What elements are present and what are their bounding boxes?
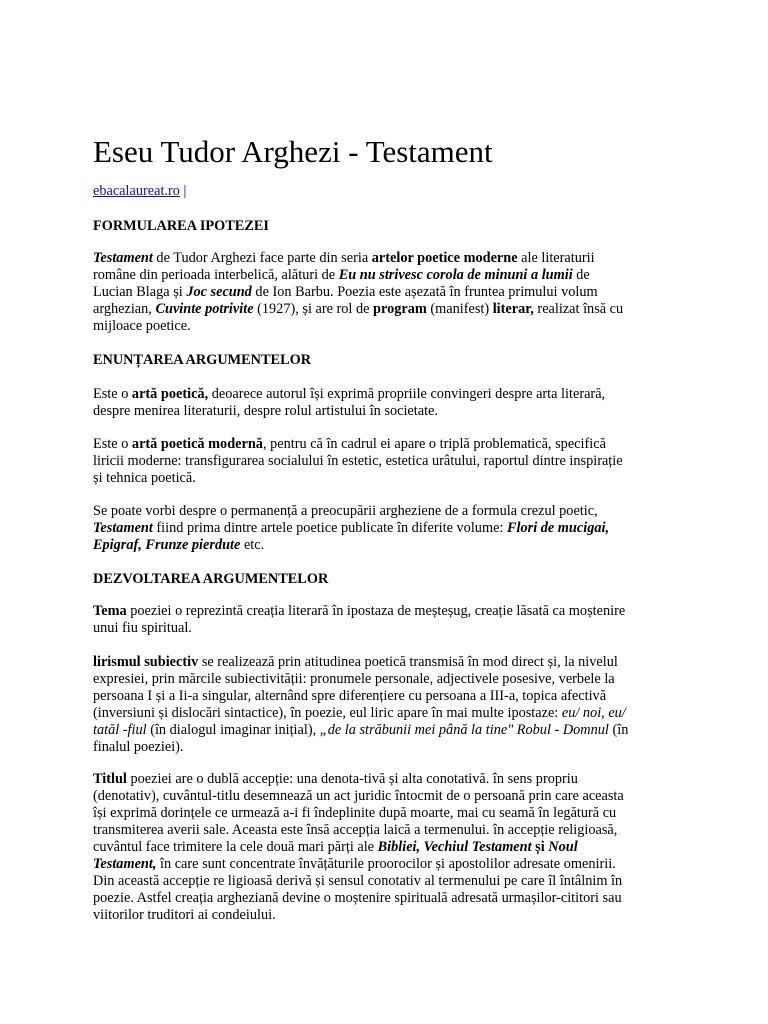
source-separator: | — [183, 183, 187, 199]
text-run: Din această accepție re ligioasă derivă și sensul conotativ al termenului pe care îl întâlnim în — [93, 873, 623, 889]
section-heading-enuntare-argumente: ENUNȚAREA ARGUMENTELOR — [93, 352, 312, 368]
text-run: eu/ noi, eu/ — [561, 705, 626, 721]
text-run: poezie. Astfel creația argheziană devine o moștenire spirituală adresată urmașilor-cititori sau — [93, 890, 622, 906]
text-run: Este o — [93, 436, 132, 452]
paragraph-arta-poetica — [93, 386, 673, 420]
paragraph-tema — [93, 603, 673, 637]
text-run: ale literaturii — [517, 250, 595, 266]
text-line — [93, 403, 673, 420]
text-line — [93, 267, 673, 284]
text-line — [93, 301, 673, 318]
text-line — [93, 822, 673, 839]
text-run: poeziei o reprezintă creația literară în ipostaza de meșteșug, creație lăsată ca moștenire — [126, 603, 626, 619]
text-run: artă poetică, — [131, 386, 209, 402]
text-run: Eu nu strivesc corola de minuni a lumii — [338, 267, 573, 283]
text-run: Titlul — [93, 771, 127, 787]
text-run: (1927), și are rol de — [253, 301, 374, 317]
text-run: Noul — [548, 839, 578, 855]
text-run: artelor poetice moderne — [371, 250, 518, 266]
text-run: Joc secund — [186, 284, 252, 300]
text-line — [93, 839, 673, 856]
text-line — [93, 907, 673, 924]
text-run: de — [572, 267, 590, 283]
paragraph-lirism-subiectiv — [93, 654, 673, 756]
text-line — [93, 671, 673, 688]
text-run: realizat însă cu — [533, 301, 624, 317]
text-line — [93, 722, 673, 739]
text-run: și tehnica poetică. — [93, 470, 196, 486]
text-run: persoana I și a Ii-a singular, alternând spre diferențiere cu persoana a III-a, topica afectivă — [93, 688, 607, 704]
text-run: (în — [608, 722, 629, 738]
text-line — [93, 436, 673, 453]
text-run: Bibliei, Vechiul Testament — [377, 839, 532, 855]
text-run: despre menirea literaturii, despre rolul artistului în societate. — [93, 403, 438, 419]
text-line — [93, 873, 673, 890]
text-run: expresiei, prin mărcile subiectivității: pronumele personale, adjectivele posesive, verbele la — [93, 671, 615, 687]
text-run: , pentru că în cadrul ei apare o triplă problematică, specifică — [262, 436, 606, 452]
text-run: mijloace poetice. — [93, 318, 191, 334]
text-line — [93, 318, 673, 335]
text-line — [93, 620, 673, 637]
text-run: (denotativ), cuvântul-titlu desemnează un act juridic întocmit de o persoană prin care aceasta — [93, 788, 624, 804]
text-run: lirismul subiectiv — [93, 654, 199, 670]
text-run: poeziei are o dublă accepție: una denota-tivă și alta conotativă. în sens propriu — [126, 771, 578, 787]
text-run: Este o — [93, 386, 132, 402]
text-run: etc. — [240, 537, 265, 553]
text-run: Lucian Blaga și — [93, 284, 187, 300]
text-line — [93, 250, 673, 267]
page-title: Eseu Tudor Arghezi - Testament — [93, 134, 493, 169]
text-run: artă poetică modernă — [131, 436, 263, 452]
text-run: (manifest) — [426, 301, 493, 317]
text-run: de Tudor Arghezi face parte din seria — [152, 250, 372, 266]
text-run: unui fiu spiritual. — [93, 620, 192, 636]
section-heading-formulare-ipoteza: FORMULAREA IPOTEZEI — [93, 218, 269, 234]
text-line — [93, 386, 673, 403]
text-line — [93, 688, 673, 705]
source-link[interactable]: ebacalaureat.ro — [93, 183, 180, 199]
text-run: își exprimă dorințele ce urmează a-i fi îndeplinite după moarte, mai cu seamă în legătură cu — [93, 805, 617, 821]
text-run: liricii moderne: transfigurarea socialului în estetic, estetica urâtului, raportul dintre inspirație — [93, 453, 623, 469]
text-line — [93, 654, 673, 671]
paragraph-titlul — [93, 771, 673, 924]
text-line — [93, 771, 673, 788]
text-line — [93, 537, 673, 554]
text-line — [93, 856, 673, 873]
text-run: „de la străbunii mei până la tine" Robul - Domnul — [319, 722, 609, 738]
text-line — [93, 503, 673, 520]
text-run: program — [373, 301, 427, 317]
section-heading-dezvoltare-argumente: DEZVOLTAREA ARGUMENTELOR — [93, 571, 329, 587]
text-line — [93, 603, 673, 620]
paragraph-arta-poetica-moderna — [93, 436, 673, 487]
text-run: de Ion Barbu. Poezia este așezată în fruntea primului volum — [251, 284, 598, 300]
text-line — [93, 470, 673, 487]
text-run: române din perioada interbelică, alături de — [93, 267, 339, 283]
text-run: (în dialogul imaginar inițial), — [146, 722, 320, 738]
text-line — [93, 890, 673, 907]
paragraph-crez-poetic — [93, 503, 673, 554]
text-run: (inversiuni și dislocări sintactice), în poezie, eul liric apare în mai multe ipostaze: — [93, 705, 562, 721]
text-line — [93, 805, 673, 822]
text-run: literar, — [492, 301, 534, 317]
text-run: Testament — [93, 250, 153, 266]
text-run: viitorilor truditori ai condeiului. — [93, 907, 276, 923]
text-run: Epigraf, Frunze pierdute — [93, 537, 241, 553]
text-run: transmiterea averii sale. Aceasta este însă accepția laică a termenului. în accepție religioasă, — [93, 822, 618, 838]
text-run: cuvântul face trimitere la cele două mari părți ale — [93, 839, 378, 855]
text-run: Testament — [93, 520, 153, 536]
paragraph-ipoteza — [93, 250, 673, 335]
text-run: arghezian, — [93, 301, 156, 317]
text-run: Se poate vorbi despre o permanență a preocupării argheziene de a formula crezul poetic, — [93, 503, 598, 519]
text-run: Cuvinte potrivite — [155, 301, 254, 317]
text-run: deoarece autorul își exprimă propriile convingeri despre arta literară, — [208, 386, 606, 402]
text-line — [93, 520, 673, 537]
text-line — [93, 453, 673, 470]
text-line — [93, 788, 673, 805]
text-run: tatăl -fiul — [93, 722, 147, 738]
text-run: fiind prima dintre artele poetice publicate în diferite volume: — [152, 520, 507, 536]
text-run: finalul poeziei). — [93, 739, 184, 755]
text-line — [93, 705, 673, 722]
text-run: și — [531, 839, 549, 855]
text-run: în care sunt concentrate învățăturile proorocilor și apostolilor adresate omenirii. — [156, 856, 616, 872]
text-line — [93, 739, 673, 756]
text-run: Testament, — [93, 856, 157, 872]
text-line — [93, 284, 673, 301]
text-run: se realizează prin atitudinea poetică transmisă în mod direct și, la nivelul — [198, 654, 618, 670]
text-run: Flori de mucigai, — [506, 520, 610, 536]
text-run: Tema — [93, 603, 127, 619]
source-line — [93, 183, 186, 200]
